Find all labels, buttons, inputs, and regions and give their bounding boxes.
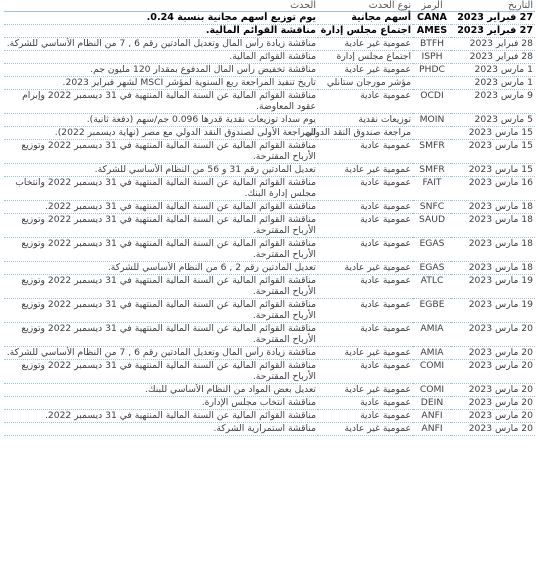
- row-symbol: AMIA: [413, 347, 451, 360]
- row-event: مناقشة القوائم المالية عن السنة المالية المنتهية في 31 ديسمبر 2022 وتوزيع الأرباح المقترحة.: [4, 275, 318, 299]
- row-date: 20 مارس 2023: [451, 397, 535, 410]
- row-event: مناقشة انتخاب مجلس الإدارة.: [4, 397, 318, 410]
- row-date: 1 مارس 2023: [451, 64, 535, 77]
- row-event: مناقشة زيادة رأس المال وتعديل المادتين رقم 6 , 7 من النظام الأساسي للشركة.: [4, 347, 318, 360]
- row-symbol: EGBE: [413, 299, 451, 323]
- row-symbol: DEIN: [413, 397, 451, 410]
- row-symbol: ATLC: [413, 275, 451, 299]
- table-row: [4, 397, 535, 410]
- row-event: مناقشة القوائم المالية عن السنة المالية المنتهية في 31 ديسمبر 2022 وتوزيع الأرباح المقترحة.: [4, 323, 318, 347]
- row-event: مناقشة القوائم المالية.: [4, 51, 318, 64]
- table-row: [4, 77, 535, 90]
- table-row: [4, 262, 535, 275]
- row-event-type: عمومية غير عادية: [318, 64, 413, 77]
- table-row: [4, 140, 535, 164]
- row-symbol: OCDI: [413, 90, 451, 114]
- row-symbol: CANA: [413, 12, 451, 25]
- table-row: [4, 51, 535, 64]
- row-event-type: عمومية غير عادية: [318, 164, 413, 177]
- row-event: مناقشة القوائم المالية عن السنة المالية المنتهية في 31 ديسمبر 2022.: [4, 201, 318, 214]
- row-symbol: BTFH: [413, 38, 451, 51]
- row-symbol: [413, 127, 451, 140]
- row-date: 18 مارس 2023: [451, 238, 535, 262]
- row-event: مناقشة القوائم المالية عن السنة المالية المنتهية في 31 ديسمبر 2022 وانتخاب مجلس إدارة البنك.: [4, 177, 318, 201]
- row-date: 27 فبراير 2023: [451, 25, 535, 38]
- row-date: 9 مارس 2023: [451, 90, 535, 114]
- row-event: مناقشة تخفيض رأس المال المدفوع بمقدار 120 مليون جم.: [4, 64, 318, 77]
- row-event: مناقشة القوائم المالية عن السنة المالية المنتهية في 31 ديسمبر 2022 وإبرام عقود المعاوضة.: [4, 90, 318, 114]
- row-event-type: عمومية غير عادية: [318, 423, 413, 436]
- row-date: 18 مارس 2023: [451, 201, 535, 214]
- events-table: [4, 0, 535, 436]
- row-event: تعديل بعض المواد من النظام الأساسي للبنك.: [4, 384, 318, 397]
- row-event-type: مراجعة صندوق النقد الدولي: [305, 127, 411, 138]
- row-date: 19 مارس 2023: [451, 275, 535, 299]
- row-symbol: EGAS: [413, 262, 451, 275]
- table-row: [4, 214, 535, 238]
- row-symbol: AMES: [413, 25, 451, 38]
- row-event-type: عمومية عادية: [318, 397, 413, 410]
- row-symbol: EGAS: [413, 238, 451, 262]
- row-event: مناقشة القوائم المالية عن السنة المالية المنتهية في 31 ديسمبر 2022 وتوزيع الأرباح المقترحة.: [4, 140, 318, 164]
- header-symbol: الرمز: [421, 0, 443, 11]
- row-date: 15 مارس 2023: [451, 140, 535, 164]
- row-date: 20 مارس 2023: [451, 410, 535, 423]
- row-event-type: عمومية عادية: [318, 360, 413, 384]
- row-symbol: [413, 77, 451, 90]
- row-event-type: عمومية عادية: [318, 323, 413, 347]
- row-symbol: COMI: [413, 360, 451, 384]
- row-event: تعديل المادتين رقم 2 , 6 من النظام الأساسي للشركة.: [4, 262, 318, 275]
- row-date: 27 فبراير 2023: [451, 12, 535, 25]
- row-event-type: أسهم مجانية: [318, 12, 413, 25]
- row-event: مناقشة القوائم المالية عن السنة المالية المنتهية في 31 ديسمبر 2022 وتوزيع الأرباح المقترحة.: [4, 214, 318, 238]
- row-symbol: SMFR: [413, 140, 451, 164]
- row-event-type: عمومية غير عادية: [318, 38, 413, 51]
- row-symbol: AMIA: [413, 323, 451, 347]
- table-row: [4, 410, 535, 423]
- row-event-type: اجتماع مجلس إدارة: [318, 51, 413, 64]
- row-symbol: COMI: [413, 384, 451, 397]
- table-row: [4, 384, 535, 397]
- row-symbol: MOIN: [413, 114, 451, 127]
- table-row: [4, 360, 535, 384]
- row-event-type: عمومية عادية: [318, 410, 413, 423]
- row-event: تاريخ تنفيذ المراجعة ربع السنوية لمؤشر MSCI لشهر فبراير 2023.: [4, 77, 318, 90]
- table-row: [4, 177, 535, 201]
- row-event-type: عمومية عادية: [318, 177, 413, 201]
- row-date: 20 مارس 2023: [451, 360, 535, 384]
- row-event: المراجعة الأولى لصندوق النقد الدولي مع مصر (نهاية ديسمبر 2022).: [4, 127, 318, 140]
- row-symbol: ANFI: [413, 410, 451, 423]
- table-row: [4, 347, 535, 360]
- table-row: [4, 114, 535, 127]
- table-row: [4, 90, 535, 114]
- header-date: التاريخ: [508, 0, 533, 11]
- row-date: 28 فبراير 2023: [451, 51, 535, 64]
- row-event-type: عمومية عادية: [318, 299, 413, 323]
- row-event: يوم توزيع أسهم مجانية بنسبة 0.24.: [4, 12, 318, 25]
- row-date: 19 مارس 2023: [451, 299, 535, 323]
- row-event-type: مؤشر مورجان ستانلي: [318, 77, 413, 90]
- row-date: 18 مارس 2023: [451, 262, 535, 275]
- row-event: مناقشة القوائم المالية عن السنة المالية المنتهية في 31 ديسمبر 2022 وتوزيع الأرباح المقترحة.: [4, 238, 318, 262]
- row-symbol: FAIT: [413, 177, 451, 201]
- row-event-type: عمومية عادية: [318, 238, 413, 262]
- row-symbol: ISPH: [413, 51, 451, 64]
- row-event-type: توزيعات نقدية: [318, 114, 413, 127]
- row-event-type: عمومية عادية: [318, 275, 413, 299]
- table-row: [4, 12, 535, 25]
- table-row: [4, 127, 535, 140]
- row-event: مناقشة القوائم المالية عن السنة المالية المنتهية في 31 ديسمبر 2022 وتوزيع الأرباح المقترحة.: [4, 360, 318, 384]
- row-date: 20 مارس 2023: [451, 347, 535, 360]
- row-event: يوم سداد توزيعات نقدية قدرها 0.096 جم/سهم (دفعة ثانية).: [4, 114, 318, 127]
- row-date: 28 فبراير 2023: [451, 38, 535, 51]
- row-date: 5 مارس 2023: [451, 114, 535, 127]
- table-row: [4, 275, 535, 299]
- row-date: 20 مارس 2023: [451, 384, 535, 397]
- table-row: [4, 323, 535, 347]
- row-event: مناقشة القوائم المالية.: [4, 25, 318, 38]
- row-event-type: عمومية عادية: [318, 214, 413, 238]
- row-event: مناقشة زيادة رأس المال وتعديل المادتين رقم 6 , 7 من النظام الأساسي للشركة.: [4, 38, 318, 51]
- header-event: الحدث: [290, 0, 316, 11]
- row-date: 15 مارس 2023: [451, 164, 535, 177]
- row-date: 20 مارس 2023: [451, 323, 535, 347]
- row-date: 1 مارس 2023: [451, 77, 535, 90]
- row-event-type: عمومية غير عادية: [318, 384, 413, 397]
- row-symbol: SNFC: [413, 201, 451, 214]
- row-symbol: SAUD: [413, 214, 451, 238]
- table-header-row: [4, 0, 535, 12]
- row-event: مناقشة القوائم المالية عن السنة المالية المنتهية في 31 ديسمبر 2022 وتوزيع الأرباح المقترحة.: [4, 299, 318, 323]
- table-row: [4, 238, 535, 262]
- row-event-type: عمومية عادية: [318, 140, 413, 164]
- row-event: مناقشة استمرارية الشركة.: [4, 423, 318, 436]
- row-event: مناقشة القوائم المالية عن السنة المالية المنتهية في 31 ديسمبر 2022.: [4, 410, 318, 423]
- row-event-type: عمومية عادية: [318, 90, 413, 114]
- table-row: [4, 25, 535, 38]
- row-event-type: عمومية غير عادية: [318, 262, 413, 275]
- row-event-type: عمومية عادية: [318, 201, 413, 214]
- table-row: [4, 423, 535, 436]
- row-event: تعديل المادتين رقم 31 و 56 من النظام الأساسي للشركة.: [4, 164, 318, 177]
- row-event-type: اجتماع مجلس إدارة: [318, 25, 413, 38]
- row-date: 20 مارس 2023: [451, 423, 535, 436]
- row-symbol: PHDC: [413, 64, 451, 77]
- table-row: [4, 299, 535, 323]
- row-date: 18 مارس 2023: [451, 214, 535, 238]
- events-table-body: [4, 12, 535, 436]
- row-symbol: SMFR: [413, 164, 451, 177]
- table-row: [4, 201, 535, 214]
- table-row: [4, 64, 535, 77]
- table-row: [4, 38, 535, 51]
- header-event-type: نوع الحدث: [368, 0, 411, 11]
- row-date: 16 مارس 2023: [451, 177, 535, 201]
- row-symbol: ANFI: [413, 423, 451, 436]
- table-row: [4, 164, 535, 177]
- row-date: 15 مارس 2023: [451, 127, 535, 140]
- row-event-type: عمومية غير عادية: [318, 347, 413, 360]
